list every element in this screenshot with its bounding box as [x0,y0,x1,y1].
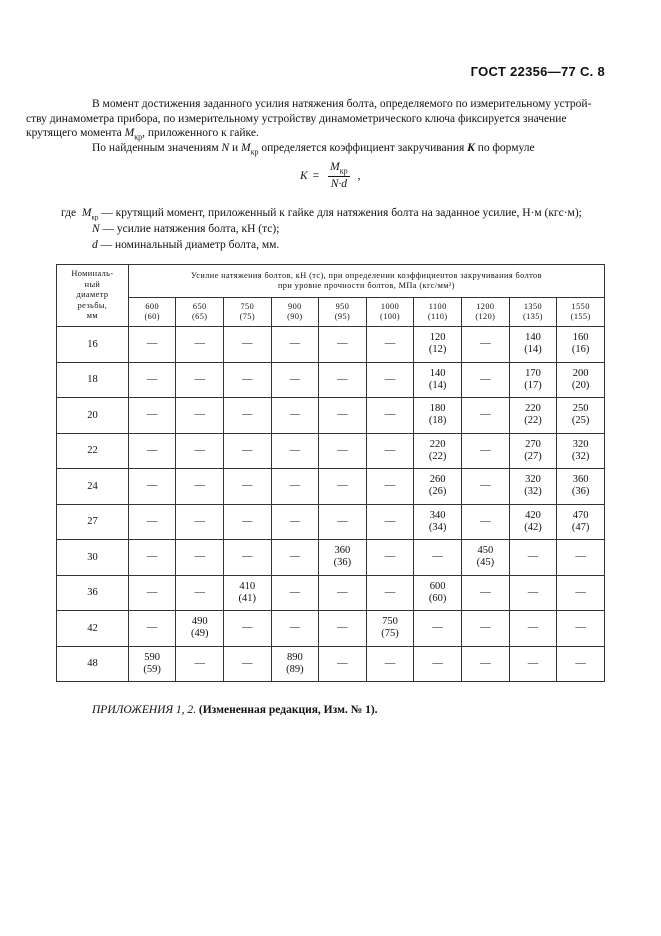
table-cell: 250 (25) [557,398,605,434]
table-cell: — [271,540,319,576]
formula-lhs: K [300,169,308,182]
diameter-cell: 48 [57,646,129,682]
table-cell: — [176,362,224,398]
definition-m: где $M_{кр}$ — крутящий момент, приложенный к гайке для натяжения болта на заданное усилие, Н·м (кгс·м); [61,207,582,222]
table-cell: — [462,362,510,398]
diameter-cell: 30 [57,540,129,576]
table-cell: — [224,504,272,540]
table-row [57,575,605,611]
table-cell: — [224,646,272,682]
table-row [57,540,605,576]
table-cell: — [366,504,414,540]
table-cell: 270 (27) [509,433,557,469]
diameter-cell: 16 [57,327,129,363]
formula-fraction [328,161,349,190]
paragraph-1-line-a: В момент достижения заданного усилия натяжения болта, определяемого по измерительному устрой- [92,98,592,110]
table-cell: — [176,433,224,469]
column-header: 1000 (100) [366,298,414,327]
table-cell: — [319,469,367,505]
table-cell: — [509,575,557,611]
definition-n: N — усилие натяжения болта, кН (тс); [92,223,280,235]
table-cell: 340 (34) [414,504,462,540]
table-cell: — [414,540,462,576]
table-cell: 890 (89) [271,646,319,682]
table-cell: — [224,398,272,434]
table-cell: — [462,646,510,682]
symbol-k: K [467,142,475,154]
table-cell: — [319,398,367,434]
table-cell: 360 (36) [557,469,605,505]
table-cell: — [462,469,510,505]
formula-comma: , [357,169,361,182]
table-cell: — [271,398,319,434]
table-cell: 600 (60) [414,575,462,611]
table-cell: 200 (20) [557,362,605,398]
table-row [57,362,605,398]
table-cell: — [128,469,176,505]
table-cell: — [128,362,176,398]
table-row [57,398,605,434]
table-cell: — [366,398,414,434]
table-cell: — [319,504,367,540]
table-cell: — [366,540,414,576]
table-cell: 410 (41) [224,575,272,611]
diameter-cell: 24 [57,469,129,505]
table-cell: — [366,362,414,398]
table-cell: — [271,327,319,363]
symbol-n: N [221,142,230,154]
table-cell: 360 (36) [319,540,367,576]
table-cell: 750 (75) [366,611,414,647]
formula-numerator: $M_{кр}$ [330,161,348,176]
table-cell: — [462,327,510,363]
diameter-cell: 20 [57,398,129,434]
table-cell: — [224,433,272,469]
table-cell: — [176,504,224,540]
table-cell: — [128,540,176,576]
table-cell: — [176,575,224,611]
table-cell: — [224,327,272,363]
table-cell: — [176,469,224,505]
table-cell: — [128,327,176,363]
paragraph-1-line-c-end: , приложенного к гайке. [142,127,259,139]
symbol-m: M [124,127,135,139]
footer-note [92,704,378,716]
table-cell: — [128,611,176,647]
diameter-cell: 36 [57,575,129,611]
definition-d: d — номинальный диаметр болта, мм. [92,239,280,251]
table-cell: — [414,646,462,682]
table-cell: — [271,469,319,505]
column-header: 600 (60) [128,298,176,327]
table-cell: — [319,433,367,469]
table-cell: — [128,575,176,611]
table-cell: — [224,362,272,398]
table-cell: — [271,504,319,540]
table-cell: — [509,540,557,576]
table-row [57,433,605,469]
row-header: Номиналь- ный диаметр резьбы, мм [57,265,129,327]
table-row [57,327,605,363]
table-cell: — [557,540,605,576]
table-cell: — [319,575,367,611]
diameter-cell: 27 [57,504,129,540]
page-header: ГОСТ 22356—77 С. 8 [470,64,605,79]
footer-italic: ПРИЛОЖЕНИЯ 1, 2. [92,704,197,716]
table-cell: 120 (12) [414,327,462,363]
group-header: Усилие натяжения болтов, кН (тс), при определении коэффициентов закручивания болтов при уровне прочности болтов, МПа (кгс/мм²) [128,265,604,298]
table-cell: — [414,611,462,647]
diameter-cell: 42 [57,611,129,647]
paragraph-1 [26,97,605,145]
table-cell: 220 (22) [509,398,557,434]
table-cell: 450 (45) [462,540,510,576]
column-header: 950 (95) [319,298,367,327]
formula-denominator: N·d [330,178,348,191]
table-cell: — [128,398,176,434]
table-cell: — [366,433,414,469]
table-cell: — [319,362,367,398]
diameter-cell: 18 [57,362,129,398]
table-cell: 420 (42) [509,504,557,540]
table-cell: 590 (59) [128,646,176,682]
column-header: 1550 (155) [557,298,605,327]
table-cell: — [224,611,272,647]
table-cell: — [509,611,557,647]
table-cell: 160 (16) [557,327,605,363]
table-cell: 320 (32) [509,469,557,505]
table-cell: — [509,646,557,682]
formula [300,161,361,190]
column-header: 1350 (135) [509,298,557,327]
table-cell: 220 (22) [414,433,462,469]
table-cell: 470 (47) [557,504,605,540]
table-cell: — [176,398,224,434]
table-cell: — [271,362,319,398]
table-cell: — [319,611,367,647]
table-cell: — [462,398,510,434]
paragraph-2: По найденным значениям N и $M_{кр}$ определяется коэффициент закручивания K по формуле [92,142,535,157]
subscript-kr: кр [134,132,143,142]
column-header: 900 (90) [271,298,319,327]
table-cell: 140 (14) [414,362,462,398]
table-cell: — [366,327,414,363]
table-row [57,504,605,540]
bolt-tension-table [56,264,605,682]
table-cell: 260 (26) [414,469,462,505]
table-cell: — [271,575,319,611]
paragraph-1-line-b: ству динамометра прибора, по измерительному устройству динамометрического ключа фиксируется значение [26,112,567,125]
symbol-m: M [241,142,251,154]
table-cell: — [176,646,224,682]
table-cell: — [462,575,510,611]
table-cell: — [271,611,319,647]
table-cell: — [319,327,367,363]
table-cell: — [128,504,176,540]
table-cell: 320 (32) [557,433,605,469]
column-header: 650 (65) [176,298,224,327]
diameter-cell: 22 [57,433,129,469]
table-cell: 490 (49) [176,611,224,647]
column-header: 1200 (120) [462,298,510,327]
column-header: 750 (75) [224,298,272,327]
paragraph-1-line-c: крутящего момента [26,127,125,139]
table-cell: — [462,433,510,469]
table-row [57,611,605,647]
table-cell: — [366,646,414,682]
table-cell: — [319,646,367,682]
table-row [57,646,605,682]
table-cell: — [462,611,510,647]
table-row [57,469,605,505]
table-cell: 170 (17) [509,362,557,398]
table-cell: 140 (14) [509,327,557,363]
table-cell: — [176,327,224,363]
table-cell: — [128,433,176,469]
table-cell: — [366,575,414,611]
table-cell: — [366,469,414,505]
table-cell: — [557,646,605,682]
table-cell: 180 (18) [414,398,462,434]
formula-equals: = [312,169,320,182]
table-cell: — [557,575,605,611]
table-cell: — [462,504,510,540]
table-cell: — [224,540,272,576]
table-cell: — [271,433,319,469]
table-cell: — [557,611,605,647]
column-header: 1100 (110) [414,298,462,327]
footer-bold: (Измененная редакция, Изм. № 1). [196,704,378,716]
table-cell: — [224,469,272,505]
table-cell: — [176,540,224,576]
